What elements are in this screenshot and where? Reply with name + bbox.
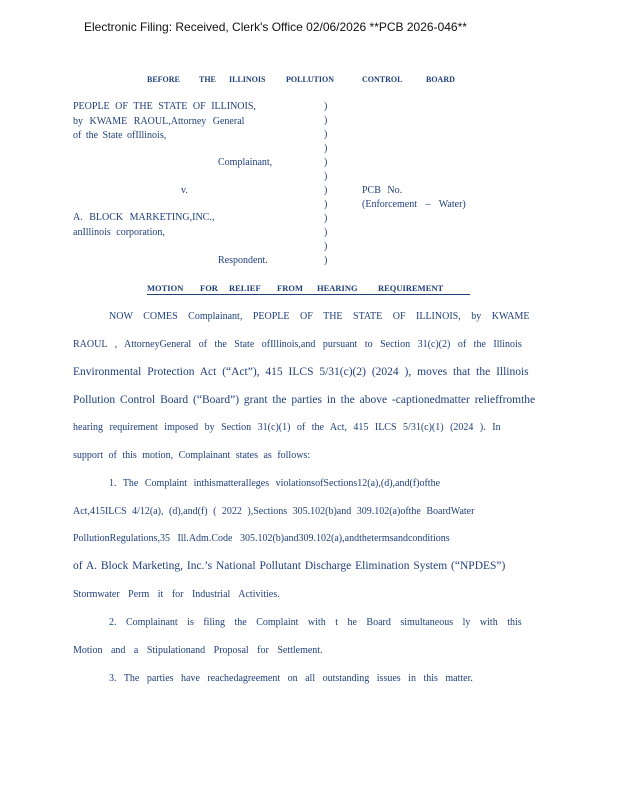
body-line: Motion and a Stipulationand Proposal for Settlement. (73, 645, 323, 656)
body-line: hearing requirement imposed by Section 31(c)(1) of the Act, 415 ILCS 5/31(c)(1) (2024 ). In (73, 422, 501, 433)
motion-title-word: MOTION (147, 283, 184, 293)
complainant-role: Complainant, (218, 157, 273, 168)
respondent-name: A. BLOCK MARKETING,INC., (73, 212, 215, 223)
respondent-description: anIllinois corporation, (73, 227, 165, 238)
body-line: Pollution Control Board (“Board”) grant the parties in the above -captionedmatter relieffromthe (73, 394, 536, 406)
caption-paren: ) (324, 115, 328, 126)
body-line: support of this motion, Complainant states as follows: (73, 450, 311, 461)
caption-paren: ) (324, 157, 328, 168)
pcb-number: PCB No. (362, 185, 403, 196)
motion-title-underline (147, 294, 470, 295)
complainant-state: of the State ofIllinois, (73, 130, 167, 141)
complainant-name: PEOPLE OF THE STATE OF ILLINOIS, (73, 101, 256, 112)
body-line: Environmental Protection Act (“Act”), 415 ILCS 5/31(c)(2) (2024 ), moves that the Illinois (73, 366, 529, 378)
motion-title-word: RELIEF (229, 283, 261, 293)
motion-title-word: FOR (200, 283, 218, 293)
caption-paren: ) (324, 143, 328, 154)
board-title-word: POLLUTION (286, 75, 335, 84)
body-line: 2. Complainant is filing the Complaint with t he Board simultaneous ly with this (109, 617, 522, 628)
caption-paren: ) (324, 101, 328, 112)
board-title-word: BOARD (426, 75, 455, 84)
caption-paren: ) (324, 199, 328, 210)
body-line: Stormwater Perm it for Industrial Activities. (73, 589, 280, 600)
case-type: (Enforcement – Water) (362, 199, 466, 210)
body-line: 3. The parties have reachedagreement on all outstanding issues in this matter. (109, 673, 473, 684)
board-title-word: ILLINOIS (229, 75, 266, 84)
board-title-word: CONTROL (362, 75, 403, 84)
body-line: RAOUL , AttorneyGeneral of the State ofIllinois,and pursuant to Section 31(c)(2) of the Illinois (73, 339, 522, 350)
board-title-word: BEFORE (147, 75, 180, 84)
caption-paren: ) (324, 255, 328, 266)
motion-title-word: HEARING (317, 283, 358, 293)
motion-title-word: REQUIREMENT (378, 283, 444, 293)
complainant-attorney: by KWAME RAOUL,Attorney General (73, 116, 245, 127)
board-title-word: THE (199, 75, 216, 84)
caption-paren: ) (324, 241, 328, 252)
body-line: PollutionRegulations,35 Ill.Adm.Code 305.102(b)and309.102(a),andthetermsandconditions (73, 533, 450, 544)
caption-paren: ) (324, 185, 328, 196)
caption-paren: ) (324, 171, 328, 182)
respondent-role: Respondent. (218, 255, 268, 266)
caption-paren: ) (324, 129, 328, 140)
versus: v. (181, 185, 188, 196)
filing-stamp-header: Electronic Filing: Received, Clerk's Office 02/06/2026 **PCB 2026-046** (84, 20, 467, 34)
body-line: of A. Block Marketing, Inc.’s National Pollutant Discharge Elimination System (“NPDES”) (73, 560, 506, 572)
body-line: NOW COMES Complainant, PEOPLE OF THE STATE OF ILLINOIS, by KWAME (109, 311, 530, 322)
motion-title-word: FROM (277, 283, 303, 293)
caption-paren: ) (324, 213, 328, 224)
body-line: Act,415ILCS 4/12(a), (d),and(f) ( 2022 ),Sections 305.102(b)and 309.102(a)ofthe BoardWater (73, 506, 475, 517)
caption-paren: ) (324, 227, 328, 238)
body-line: 1. The Complaint inthismatteralleges violationsofSections12(a),(d),and(f)ofthe (109, 478, 441, 489)
